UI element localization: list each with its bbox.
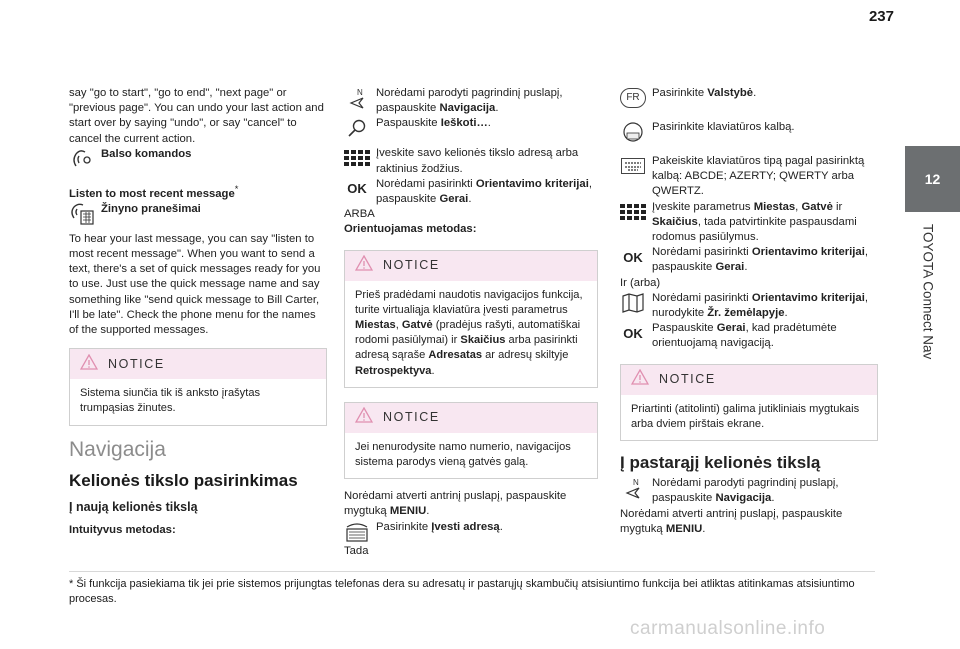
warning-icon — [355, 255, 373, 276]
listen-heading: Listen to most recent message* — [69, 182, 239, 200]
column-3 — [620, 86, 878, 537]
warning-icon — [631, 369, 649, 390]
start-guidance-text: Paspauskite Gerai, kad pradėtumėte orientuojamą navigaciją. — [652, 322, 837, 350]
criteria-row — [620, 245, 878, 275]
ok-icon: OK — [623, 325, 643, 341]
search-icon — [344, 116, 370, 140]
column-2 — [344, 86, 598, 559]
warning-icon — [80, 354, 98, 375]
step-navigation-row — [344, 86, 598, 116]
params-row — [620, 200, 878, 246]
step-criteria-row — [344, 177, 598, 207]
map-icon — [620, 291, 646, 315]
notice-header — [345, 251, 597, 281]
notice-body: Priartinti (atitolinti) galima jutikliniais mygtukais arba dviem pirštais ekrane. — [631, 402, 860, 430]
intuitive-method-label: Intuityvus metodas: — [69, 524, 176, 537]
params-text: Įveskite parametrus Miestas, Gatvė ir Skaičius, tada patvirtinkite paspausdami rodomus pasiūlymus. — [652, 200, 857, 244]
guided-method-label: Orientuojamas metodas: — [344, 223, 477, 236]
navigation-arrow-icon — [620, 476, 646, 500]
svg-text:N: N — [357, 88, 363, 97]
step-search-row — [344, 116, 598, 140]
notice-box-2 — [344, 402, 598, 479]
notice-header — [345, 403, 597, 433]
and-or-text: Ir (arba) — [620, 276, 661, 289]
footnote-divider — [69, 571, 875, 572]
watermark: carmanualsonline.info — [630, 618, 826, 639]
last-menu-text: Norėdami atverti antrinį puslapį, paspauskite mygtuką MENIU. — [620, 507, 843, 535]
notice-body: Prieš pradėdami naudotis navigacijos funkcija, turite virtualiąja klaviatūra įvesti parametrus Miestas, Gatvė (pradėjus rašyti, automatiškai rodomi pasiūlymai) ir Skaičius arba pasirinkti adresą sąraše Adresatas ar adresų skiltyje Retrospektyva. — [355, 288, 583, 377]
keyboard-type-text: Pakeiskite klaviatūros tipą pagal pasirinktą kalbą: ABCDE; AZERTY; QWERTY arba QWERTZ. — [652, 155, 865, 198]
messages-row — [69, 202, 327, 226]
enter-address-row — [344, 520, 598, 544]
keyboard-language-row — [620, 120, 878, 144]
step-criteria-text: Norėdami pasirinkti Orientavimo kriterijai, paspauskite Gerai. — [376, 177, 592, 206]
menu-text: Norėdami atverti antrinį puslapį, paspauskite mygtuką MENIU. — [344, 490, 567, 518]
country-flag-icon: FR — [620, 86, 646, 110]
step-address-text: Įveskite savo kelionės tikslo adresą arba raktinius žodžius. — [376, 147, 579, 175]
last-destination-heading: Į pastarąjį kelionės tikslą — [620, 453, 821, 473]
step-address-row — [344, 146, 598, 176]
messages-label: Žinyno pranešimai — [101, 202, 201, 215]
notice-body: Sistema siunčia tik iš anksto įrašytas trumpąsias žinutes. — [80, 387, 261, 415]
criteria-text: Norėdami pasirinkti Orientavimo kriterijai, paspauskite Gerai. — [652, 246, 868, 274]
notice-title: NOTICE — [659, 372, 716, 387]
country-text: Pasirinkite Valstybė. — [652, 87, 757, 99]
voice-commands-row — [69, 147, 327, 171]
keyboard-grid-icon — [344, 146, 370, 170]
warning-icon — [355, 407, 373, 428]
notice-title: NOTICE — [108, 356, 165, 371]
step-navigation-text: Norėdami parodyti pagrindinį puslapį, paspauskite Navigacija. — [376, 87, 563, 115]
voice-speak-icon — [69, 147, 95, 171]
map-text: Norėdami pasirinkti Orientavimo kriterijai, nurodykite Žr. žemėlapyje. — [652, 291, 868, 320]
notice-header — [70, 349, 326, 379]
notice-box — [69, 348, 327, 425]
page-number: 237 — [868, 8, 894, 25]
notice-box — [620, 364, 878, 441]
new-destination-heading: Į naują kelionės tikslą — [69, 500, 198, 515]
country-row — [620, 86, 878, 110]
keyboard-grid-icon — [620, 200, 646, 224]
destination-heading: Kelionės tikslo pasirinkimas — [69, 470, 298, 490]
svg-text:N: N — [633, 478, 639, 488]
listen-body: To hear your last message, you can say "listen to most recent message". When you want to send a text, there's a set of quick messages ready for you to use. Just use the quick message name and say something like "send quick message to Bill Carter, I'll be late". Check the phone menu for the names of the supported messages. — [69, 232, 321, 336]
notice-header — [621, 365, 877, 395]
column-1 — [69, 86, 327, 538]
footnote: * Ši funkcija pasiekiama tik jei prie sistemos prijungtas telefonas dera su adresatų ir pastarųjų skambučių atsisiuntimo funkcija bei atliktas atitinkamas atsisiuntimo procesas. — [69, 578, 855, 605]
keyboard-type-row — [620, 154, 878, 200]
keyboard-language-icon — [620, 120, 646, 144]
last-navigation-row — [620, 476, 878, 506]
navigation-arrow-icon — [344, 86, 370, 110]
ok-icon: OK — [623, 249, 643, 265]
keyboard-icon — [620, 154, 646, 178]
keyboard-language-text: Pasirinkite klaviatūros kalbą. — [652, 121, 795, 133]
start-guidance-row — [620, 321, 878, 351]
notice-body: Jei nenurodysite namo numerio, navigacijos sistema parodys vieną gatvės galą. — [355, 440, 571, 469]
or-text: ARBA — [344, 208, 375, 221]
voice-intro-text: say "go to start", "go to end", "next page" or "previous page". You can undo your last action and start over by saying "undo", or say "cancel" to cancel the current action. — [69, 87, 324, 145]
navigation-heading: Navigacija — [69, 437, 166, 461]
chapter-title: TOYOTA Connect Nav — [920, 224, 936, 360]
map-row — [620, 291, 878, 321]
then-text: Tada — [344, 544, 369, 557]
last-navigation-text: Norėdami parodyti pagrindinį puslapį, paspauskite Navigacija. — [652, 477, 839, 505]
ok-icon: OK — [347, 181, 367, 197]
address-entry-icon — [344, 520, 370, 544]
step-search-text: Paspauskite Ieškoti…. — [376, 117, 491, 130]
chapter-tab[interactable]: 12 — [905, 146, 960, 212]
notice-title: NOTICE — [383, 258, 440, 273]
voice-commands-label: Balso komandos — [101, 147, 192, 160]
notice-title: NOTICE — [383, 410, 440, 425]
voice-keyboard-icon — [69, 202, 95, 226]
notice-box-1 — [344, 250, 598, 388]
enter-address-text: Pasirinkite Įvesti adresą. — [376, 520, 503, 533]
